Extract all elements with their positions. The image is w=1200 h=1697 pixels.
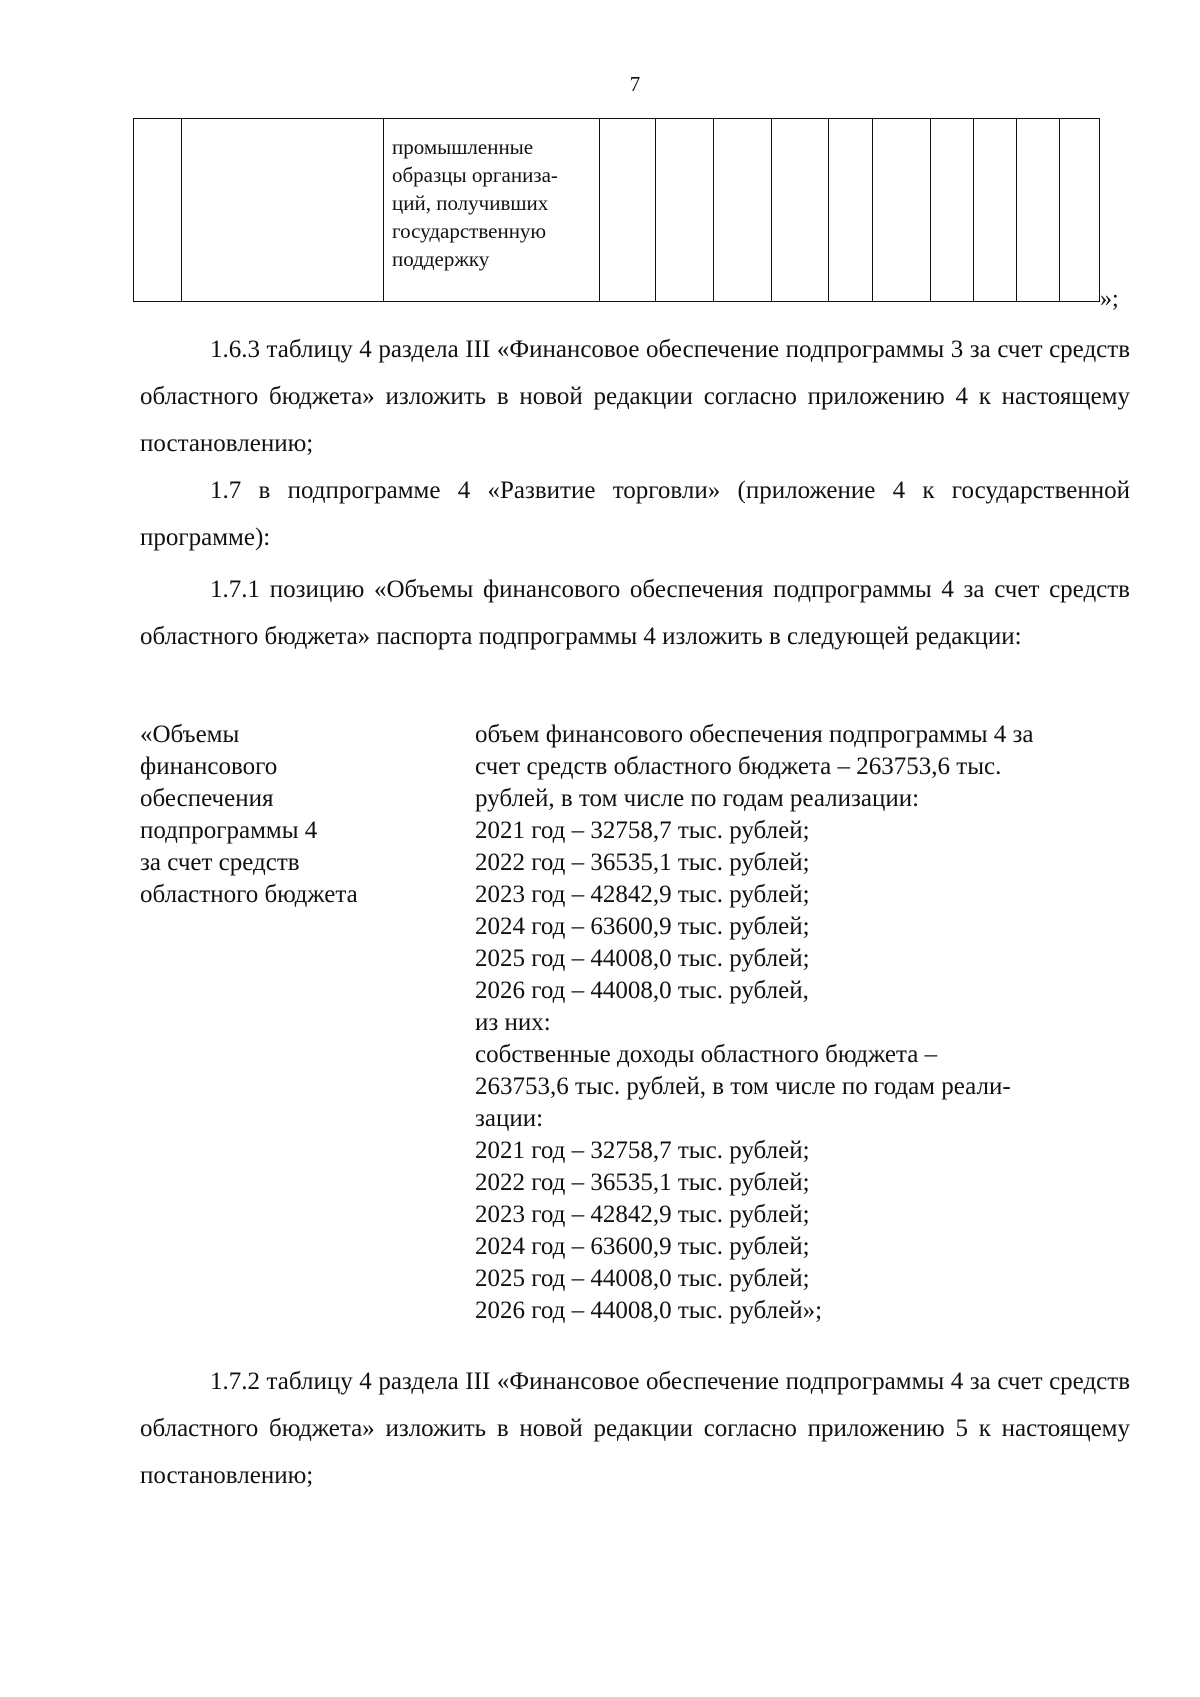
passport-left-line: финансового: [140, 753, 278, 780]
passport-right-line: 2024 год – 63600,9 тыс. рублей;: [475, 913, 810, 940]
table-cell-description: [384, 119, 600, 302]
passport-right-line: 263753,6 тыс. рублей, в том числе по годам реали-: [475, 1073, 1011, 1100]
paragraph-1-7: 1.7 в подпрограмме 4 «Развитие торговли» (приложение 4 к государственной программе):: [140, 477, 1130, 551]
table-cell-number: [134, 119, 182, 302]
cell-text-line: поддержку: [392, 247, 490, 271]
passport-left-line: за счет средств: [140, 849, 300, 876]
passport-right-line: счет средств областного бюджета – 263753,6 тыс.: [475, 753, 1002, 780]
passport-left-line: обеспечения: [140, 785, 274, 812]
passport-right-line: 2024 год – 63600,9 тыс. рублей;: [475, 1233, 810, 1260]
passport-position-name: [140, 719, 460, 911]
passport-left-line: подпрограммы 4: [140, 817, 318, 844]
passport-right-line: из них:: [475, 1009, 551, 1036]
passport-right-line: собственные доходы областного бюджета –: [475, 1041, 938, 1068]
passport-right-line: зации:: [475, 1105, 544, 1132]
passport-right-line: 2021 год – 32758,7 тыс. рублей;: [475, 817, 810, 844]
paragraph-1-6-3: 1.6.3 таблицу 4 раздела III «Финансовое обеспечение подпрограммы 3 за счет средств областного бюджета» изложить в новой редакции согласно приложению 4 к настоящему постановлению;: [140, 336, 1130, 457]
cell-text-line: государственную: [392, 219, 547, 243]
table-cell-indicator: [182, 119, 384, 302]
table-cell-empty: [656, 119, 714, 302]
paragraph-1-7-2: 1.7.2 таблицу 4 раздела III «Финансовое обеспечение подпрограммы 4 за счет средств областного бюджета» изложить в новой редакции согласно приложению 5 к настоящему постановлению;: [140, 1368, 1130, 1489]
table-cell-empty: [772, 119, 829, 302]
passport-left-line: областного бюджета: [140, 881, 358, 908]
table-cell-empty: [829, 119, 873, 302]
table-row: [134, 119, 1100, 302]
passport-right-line: 2026 год – 44008,0 тыс. рублей»;: [475, 1297, 823, 1324]
cell-text-line: ций, получивших: [392, 191, 549, 215]
table-cell-empty: [974, 119, 1017, 302]
paragraph-1-7-1: 1.7.1 позицию «Объемы финансового обеспечения подпрограммы 4 за счет средств областного бюджета» паспорта подпрограммы 4 изложить в следующей редакции:: [140, 576, 1130, 650]
table-cell-empty: [600, 119, 656, 302]
table-cell-empty: [931, 119, 974, 302]
passport-right-line: объем финансового обеспечения подпрограммы 4 за: [475, 721, 1034, 748]
passport-right-line: рублей, в том числе по годам реализации:: [475, 785, 920, 812]
table-close-quote: »;: [1100, 286, 1119, 312]
passport-right-line: 2025 год – 44008,0 тыс. рублей;: [475, 1265, 810, 1292]
table-cell-empty: [1060, 119, 1100, 302]
cell-text-line: образцы организа-: [392, 163, 558, 187]
passport-right-line: 2023 год – 42842,9 тыс. рублей;: [475, 1201, 810, 1228]
table-cell-empty: [1017, 119, 1060, 302]
page-number: 7: [629, 72, 641, 96]
passport-position-content: [475, 719, 1130, 1327]
table-cell-empty: [873, 119, 931, 302]
table-cell-empty: [714, 119, 772, 302]
passport-right-line: 2023 год – 42842,9 тыс. рублей;: [475, 881, 810, 908]
passport-right-line: 2026 год – 44008,0 тыс. рублей,: [475, 977, 809, 1004]
passport-right-line: 2021 год – 32758,7 тыс. рублей;: [475, 1137, 810, 1164]
passport-right-line: 2022 год – 36535,1 тыс. рублей;: [475, 849, 810, 876]
passport-left-line: «Объемы: [140, 721, 240, 748]
passport-right-line: 2025 год – 44008,0 тыс. рублей;: [475, 945, 810, 972]
passport-right-line: 2022 год – 36535,1 тыс. рублей;: [475, 1169, 810, 1196]
cell-text-line: промышленные: [392, 135, 534, 159]
continued-table-fragment: [133, 118, 1100, 302]
